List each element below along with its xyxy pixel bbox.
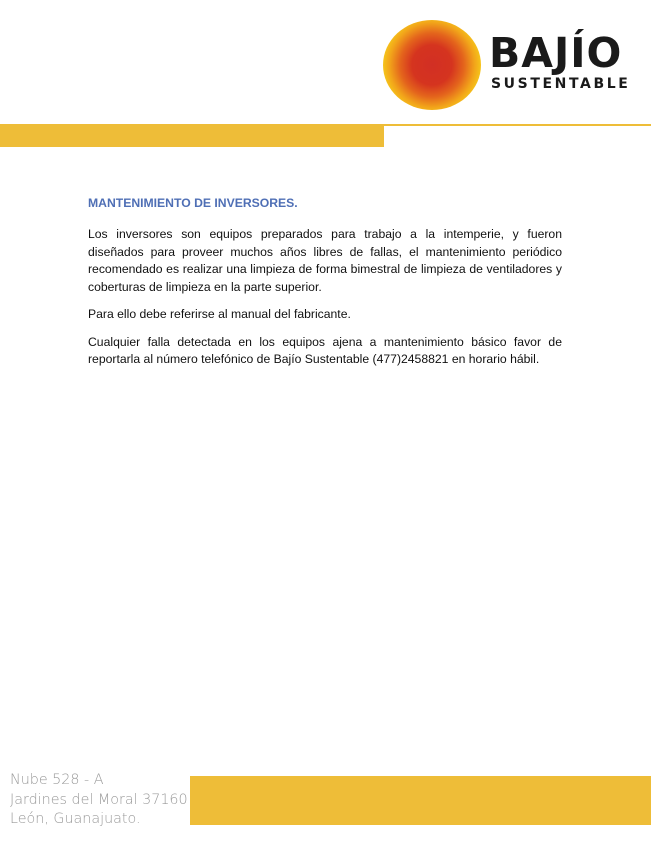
sun-logo-icon xyxy=(383,20,481,110)
header-accent-bar xyxy=(0,126,384,147)
paragraph-manual-reference: Para ello debe referirse al manual del fabricante. xyxy=(88,307,351,321)
address-line-city: León, Guanajuato. xyxy=(10,811,141,827)
paragraph-contact: Cualquier falla detectada en los equipos ajena a mantenimiento básico favor de reportarla al número telefónico de Bajío Sustentable (477)2458821 en horario hábil. xyxy=(88,334,562,366)
company-logo xyxy=(383,20,643,110)
address-line-neighborhood: Jardines del Moral 37160 xyxy=(10,791,188,808)
paragraph-description: Los inversores son equipos preparados para trabajo a la intemperie, y fueron diseñados para proveer muchos años libres de fallas, el mantenimiento periódico recomendado es realizar una limpieza de forma bimestral de limpieza de ventiladores y coberturas de limpieza en la parte superior. xyxy=(88,227,562,294)
document-body xyxy=(88,195,562,379)
document-title: MANTENIMIENTO DE INVERSORES. xyxy=(88,196,298,210)
logo-brand-tagline: SUSTENTABLE xyxy=(491,76,631,92)
logo-brand-name: BAJÍO xyxy=(489,29,623,77)
footer-address xyxy=(10,771,188,830)
footer-accent-bar xyxy=(190,776,651,825)
address-line-street: Nube 528 - A xyxy=(10,772,104,788)
